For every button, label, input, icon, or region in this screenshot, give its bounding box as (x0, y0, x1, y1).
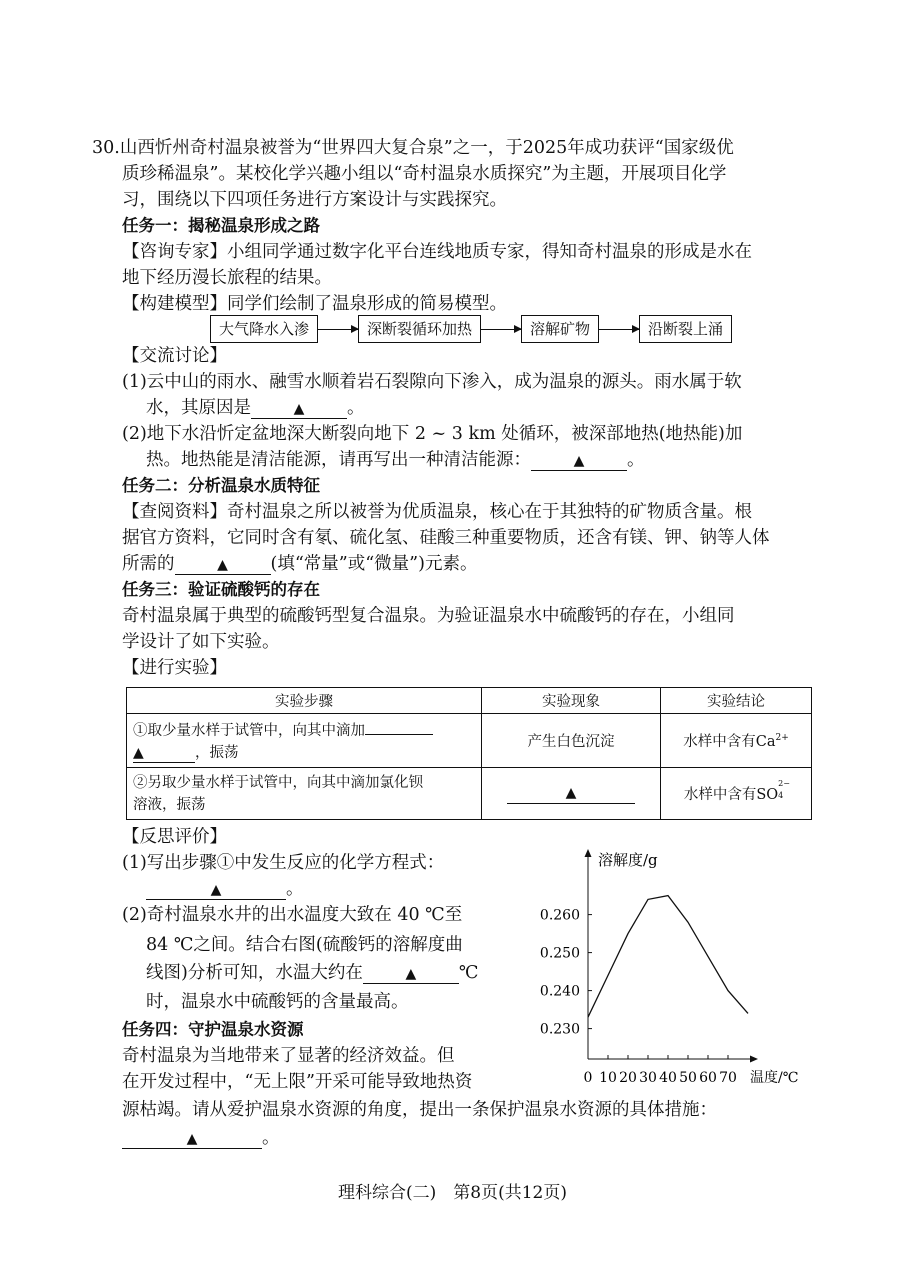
answer-blank[interactable] (365, 718, 433, 735)
task1-title: 任务一：揭秘温泉形成之路 (122, 216, 320, 235)
task1-q2-line1: (2)地下水沿忻定盆地深大断裂向地下 2 ~ 3 km 处循环，被深部地热(地热能)加 (122, 424, 743, 444)
page-footer: 理科综合(二) 第8页(共12页) (338, 1183, 567, 1203)
table-header: 实验步骤 (127, 688, 482, 714)
y-tick-label: 0.240 (539, 983, 580, 1000)
x-tick-label: 10 (599, 1070, 617, 1086)
task3-reflection-label: 【反思评价】 (122, 827, 227, 847)
question-line-1: 30.山西忻州奇村温泉被誉为“世界四大复合泉”之一，于2025年成功获评“国家级优 (92, 138, 734, 158)
flow-arrow (599, 329, 639, 330)
flow-step-3: 溶解矿物 (521, 315, 599, 343)
task1-discussion-label: 【交流讨论】 (122, 346, 227, 366)
x-tick-label: 30 (639, 1070, 657, 1086)
x-tick-label: 70 (719, 1070, 737, 1086)
task4-line4: ▲ 。 (122, 1126, 280, 1150)
task3-r1-line1: (1)写出步骤①中发生反应的化学方程式： (122, 853, 445, 873)
table-cell-step: ②另取少量水样于试管中，向其中滴加氯化钡 溶液，振荡 (127, 768, 482, 820)
y-axis-label: 溶解度/g (598, 851, 658, 869)
task3-r2-line4: 时，温泉水中硫酸钙的含量最高。 (146, 992, 409, 1012)
flow-arrow (318, 329, 358, 330)
table-cell-phenomenon (482, 768, 661, 820)
table-cell-step: ①取少量水样于试管中，向其中滴加 ▲ ，振荡 (127, 714, 482, 768)
task3-experiment-label: 【进行实验】 (122, 658, 227, 678)
x-tick-label: 50 (679, 1070, 697, 1086)
x-tick-label: 0 (583, 1070, 593, 1086)
task4-line3: 源枯竭。请从爱护温泉水资源的角度，提出一条保护温泉水资源的具体措施： (122, 1100, 717, 1120)
question-line-3: 习，围绕以下四项任务进行方案设计与实践探究。 (122, 190, 507, 210)
answer-blank[interactable]: ▲ (531, 450, 627, 471)
task4-line2: 在开发过程中，“无上限”开采可能导致地热资 (122, 1072, 473, 1092)
answer-blank[interactable]: ▲ (363, 963, 459, 984)
answer-blank[interactable]: ▲ (146, 879, 286, 900)
table-cell-conclusion: 水样中含有SO 2− 4 (661, 768, 812, 820)
solubility-chart (530, 845, 810, 1090)
task1-consult-2: 地下经历漫长旅程的结果。 (122, 268, 332, 288)
task1-q2-line2: 热。地热能是清洁能源，请再写出一种清洁能源： ▲ 。 (146, 450, 645, 470)
experiment-table (126, 687, 812, 820)
task3-r2-line1: (2)奇村温泉水井的出水温度大致在 40 ℃至 (122, 905, 463, 925)
table-header-row (127, 688, 812, 714)
x-axis-label: 温度/℃ (750, 1070, 799, 1086)
y-tick-label: 0.230 (539, 1021, 580, 1038)
task1-q1-line1: (1)云中山的雨水、融雪水顺着岩石裂隙向下渗入，成为温泉的源头。雨水属于软 (122, 372, 742, 392)
task2-line2: 据官方资料，它同时含有氡、硫化氢、硅酸三种重要物质，还含有镁、钾、钠等人体 (122, 528, 770, 548)
table-cell-phenomenon: 产生白色沉淀 (482, 714, 661, 768)
table-row (127, 768, 812, 820)
formation-flow-diagram (210, 315, 732, 343)
question-number: 30. (92, 138, 120, 158)
task3-title: 任务三：验证硫酸钙的存在 (122, 580, 320, 599)
task2-title: 任务二：分析温泉水质特征 (122, 476, 320, 495)
solubility-curve (588, 896, 748, 1018)
answer-blank[interactable]: ▲ (507, 783, 635, 804)
table-header: 实验结论 (661, 688, 812, 714)
task2-line3: 所需的 ▲ (填“常量”或“微量”)元素。 (122, 554, 478, 574)
task1-consult-1: 【咨询专家】小组同学通过数字化平台连线地质专家，得知奇村温泉的形成是水在 (122, 242, 752, 262)
flow-step-4: 沿断裂上涌 (639, 315, 732, 343)
answer-blank[interactable]: ▲ (251, 398, 347, 419)
x-tick-label: 40 (659, 1070, 677, 1086)
x-tick-label: 20 (619, 1070, 637, 1086)
y-tick-label: 0.250 (539, 945, 580, 962)
task4-title: 任务四：守护温泉水资源 (122, 1020, 304, 1039)
x-axis-arrow (750, 1056, 758, 1063)
table-row (127, 714, 812, 768)
task3-r2-line3: 线图)分析可知，水温大约在 ▲ ℃ (146, 963, 479, 983)
answer-blank[interactable]: ▲ (175, 554, 271, 575)
task3-r1-line2: ▲ 。 (146, 877, 304, 901)
task3-line2: 学设计了如下实验。 (122, 632, 280, 652)
x-tick-label: 60 (699, 1070, 717, 1086)
y-tick-label: 0.260 (539, 907, 580, 924)
flow-arrow (481, 329, 521, 330)
task2-line1: 【查阅资料】奇村温泉之所以被誉为优质温泉，核心在于其独特的矿物质含量。根 (122, 502, 752, 522)
task1-model: 【构建模型】同学们绘制了温泉形成的简易模型。 (122, 294, 507, 314)
task3-r2-line2: 84 ℃之间。结合右图(硫酸钙的溶解度曲 (146, 935, 463, 955)
answer-blank[interactable]: ▲ (122, 1128, 262, 1149)
flow-step-2: 深断裂循环加热 (358, 315, 481, 343)
task3-line1: 奇村温泉属于典型的硫酸钙型复合温泉。为验证温泉水中硫酸钙的存在，小组同 (122, 606, 735, 626)
task4-line1: 奇村温泉为当地带来了显著的经济效益。但 (122, 1046, 455, 1066)
flow-step-1: 大气降水入渗 (210, 315, 318, 343)
table-cell-conclusion: 水样中含有$Ca^{2+}$ (661, 714, 812, 768)
task1-q1-line2: 水，其原因是 ▲ 。 (146, 398, 365, 418)
question-line-2: 质珍稀温泉”。某校化学兴趣小组以“奇村温泉水质探究”为主题，开展项目化学 (122, 164, 727, 184)
answer-blank[interactable]: ▲ (133, 744, 195, 763)
y-axis-arrow (585, 849, 592, 857)
table-header: 实验现象 (482, 688, 661, 714)
